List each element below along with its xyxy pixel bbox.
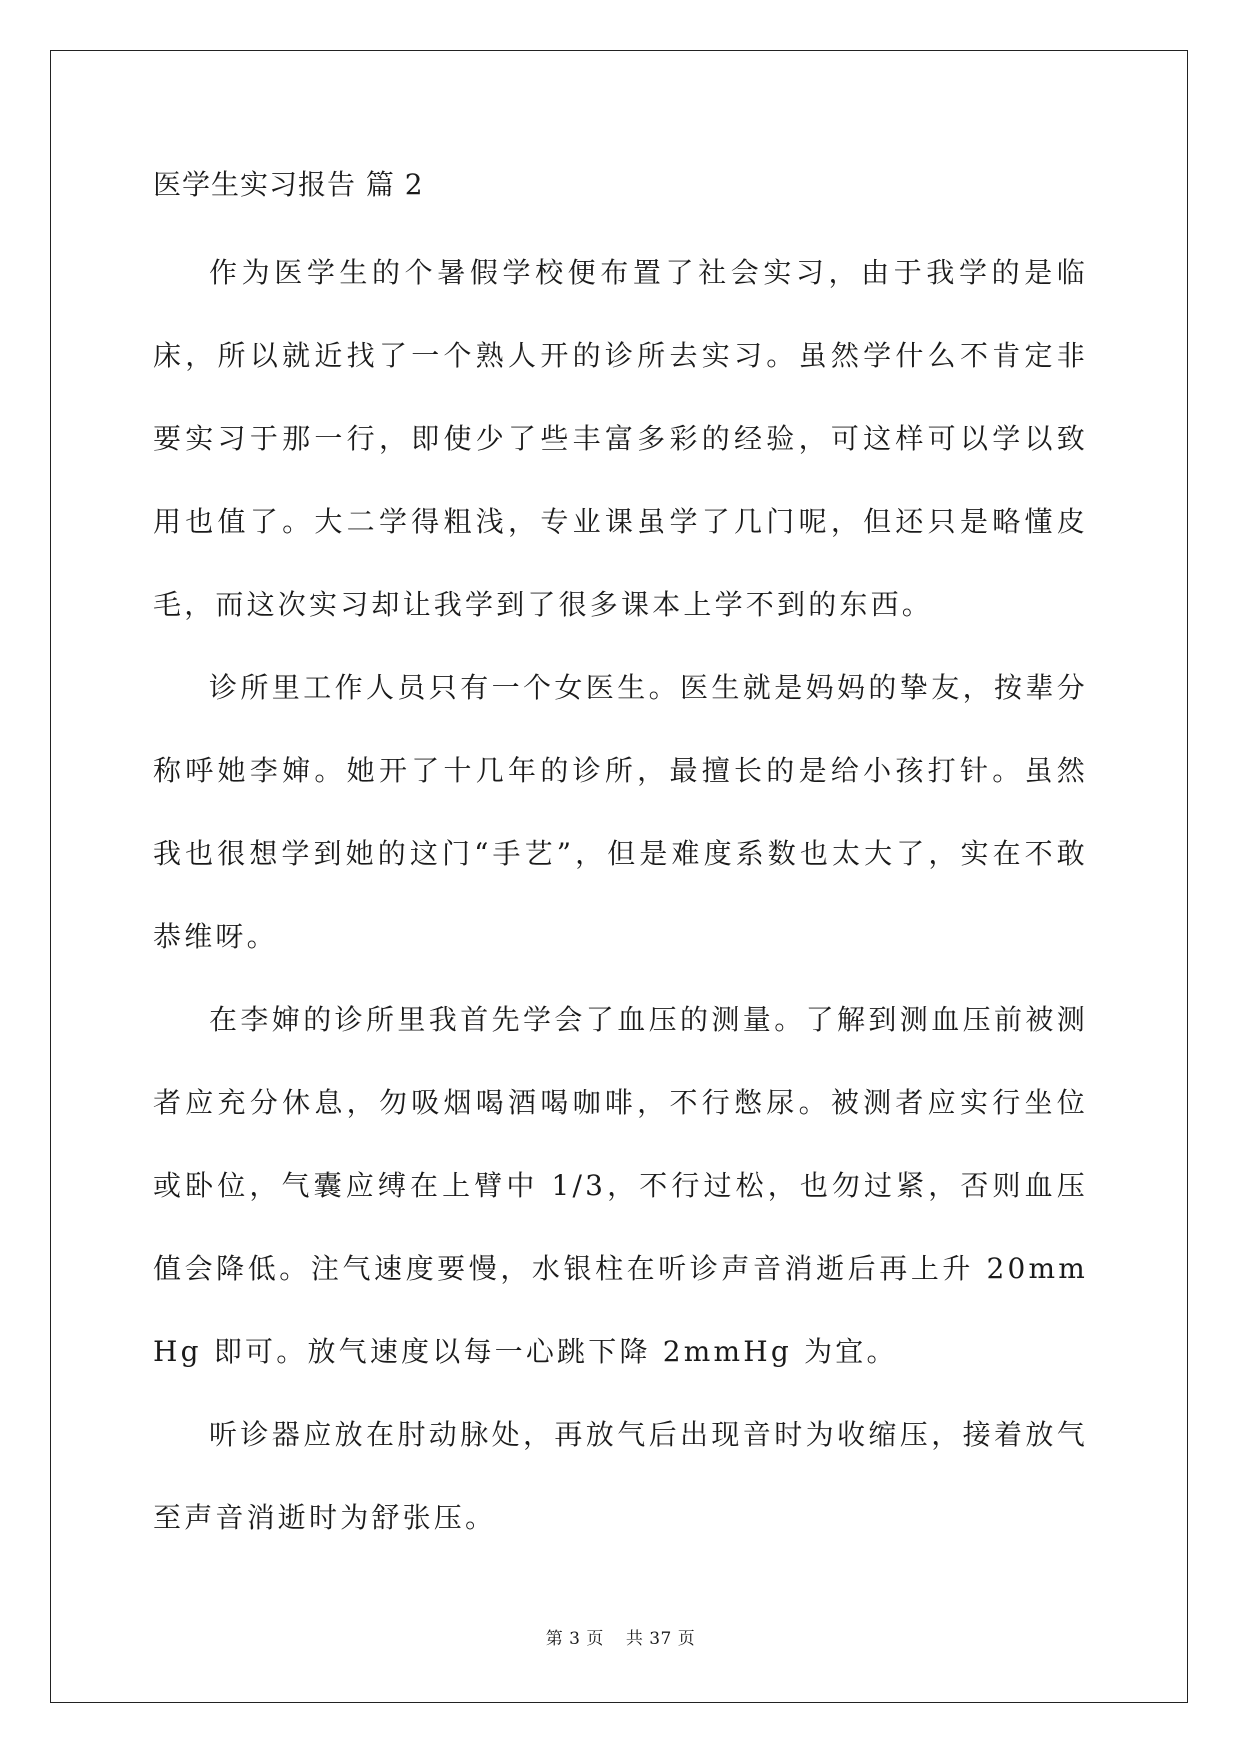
- paragraph-3: 在李婶的诊所里我首先学会了血压的测量。了解到测血压前被测者应充分休息，勿吸烟喝酒喝咖啡，不行憋尿。被测者应实行坐位或卧位，气囊应缚在上臂中 1/3，不行过松，也勿过紧，否则血压值会降低。注气速度要慢，水银柱在听诊声音消逝后再上升 20mmHg 即可。放气速度以每一心跳下降 2mmHg 为宜。: [153, 1003, 1088, 1368]
- paragraph-4: 听诊器应放在肘动脉处，再放气后出现音时为收缩压，接着放气至声音消逝时为舒张压。: [153, 1418, 1088, 1534]
- document-title: 医学生实习报告 篇 2: [153, 168, 424, 201]
- paragraph-1: 作为医学生的个暑假学校便布置了社会实习，由于我学的是临床，所以就近找了一个熟人开的诊所去实习。虽然学什么不肯定非要实习于那一行，即使少了些丰富多彩的经验，可这样可以学以致用也值了。大二学得粗浅，专业课虽学了几门呢，但还只是略懂皮毛，而这次实习却让我学到了很多课本上学不到的东西。: [153, 256, 1088, 621]
- page-total: 共 37 页: [625, 1629, 696, 1649]
- page-number: 第 3 页: [545, 1629, 604, 1649]
- document-body: [153, 165, 1088, 1559]
- paragraph-2: 诊所里工作人员只有一个女医生。医生就是妈妈的挚友，按辈分称呼她李婶。她开了十几年的诊所，最擅长的是给小孩打针。虽然我也很想学到她的这门“手艺”，但是难度系数也太大了，实在不敢恭维呀。: [153, 671, 1088, 953]
- page-footer: [0, 1627, 1241, 1651]
